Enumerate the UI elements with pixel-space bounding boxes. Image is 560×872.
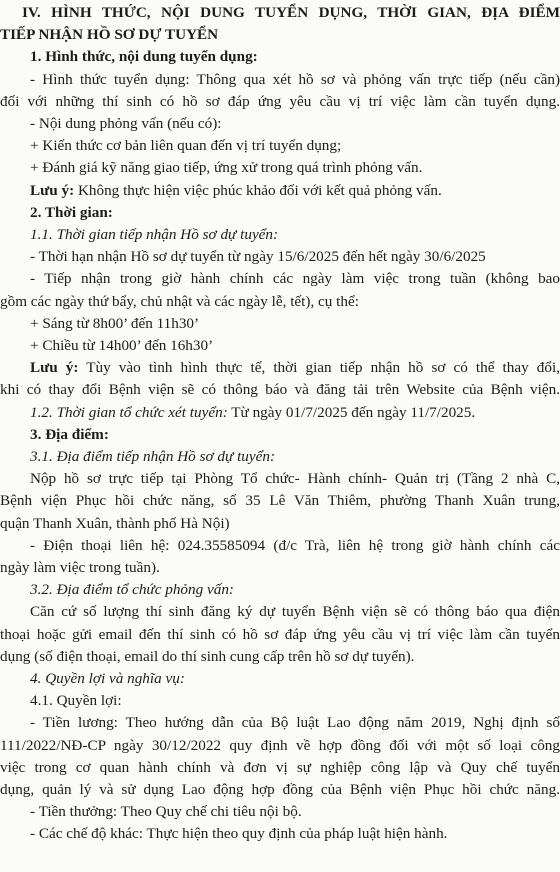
paragraph-line: Nộp hồ sơ trực tiếp tại Phòng Tổ chức- Hành chính- Quản trị (Tầng 2 nhà C, xyxy=(30,470,560,488)
paragraph-line: - Các chế độ khác: Thực hiện theo quy định của pháp luật hiện hành. xyxy=(30,825,448,843)
subheading-location: 3. Địa điểm: xyxy=(30,425,109,443)
paragraph-line: 111/2022/NĐ-CP ngày 30/12/2022 quy định về hợp đồng đối với một số loại công xyxy=(0,736,560,754)
paragraph-line: dụng (số điện thoại, email do thí sinh cung cấp trên hồ sơ dự tuyển). xyxy=(0,647,415,665)
paragraph-line: - Tiền lương: Theo hướng dẫn của Bộ luật Lao động năm 2019, Nghị định số xyxy=(30,714,560,732)
paragraph-line: khi có thay đổi Bệnh viện sẽ có thông báo và đăng tải trên Website của Bệnh viện. xyxy=(0,381,560,399)
note-line xyxy=(0,357,560,379)
paragraph-line: quận Thanh Xuân, thành phố Hà Nội) xyxy=(0,514,230,532)
note-label: Lưu ý: xyxy=(30,181,75,199)
paragraph-line: Căn cứ số lượng thí sinh đăng ký dự tuyển Bệnh viện sẽ có thông báo qua điện xyxy=(30,603,560,621)
subheading-receiving-location: 3.1. Địa điểm tiếp nhận Hồ sơ dự tuyển: xyxy=(30,448,276,465)
note-text: Không thực hiện việc phúc khảo đối với kết quả phỏng vấn. xyxy=(77,181,442,199)
review-time-line xyxy=(0,402,560,424)
paragraph-line: ngày làm việc trong tuần). xyxy=(0,559,160,576)
paragraph-line: - Tiền thưởng: Theo Quy chế chi tiêu nội bộ. xyxy=(30,803,302,821)
note-label: Lưu ý: xyxy=(30,359,79,377)
list-item: + Kiến thức cơ bản liên quan đến vị trí tuyển dụng; xyxy=(30,137,342,155)
subheading-form-content: 1. Hình thức, nội dung tuyển dụng: xyxy=(30,48,258,66)
subheading-review-time: 1.2. Thời gian tổ chức xét tuyển: xyxy=(30,403,228,421)
paragraph-line: - Hình thức tuyển dụng: Thông qua xét hồ sơ và phỏng vấn trực tiếp (nếu cần) xyxy=(30,70,560,88)
list-item: + Chiều từ 14h00’ đến 16h30’ xyxy=(30,337,214,354)
paragraph-line: - Thời hạn nhận Hồ sơ dự tuyển từ ngày 15/6/2025 đến hết ngày 30/6/2025 xyxy=(30,248,486,266)
subheading-time: 2. Thời gian: xyxy=(30,203,113,221)
subheading-rights: 4.1. Quyền lợi: xyxy=(30,692,122,710)
paragraph-line: - Điện thoại liên hệ: 024.35585094 (đ/c Trà, liên hệ trong giờ hành chính các xyxy=(30,536,560,554)
review-time-text: Từ ngày 01/7/2025 đến ngày 11/7/2025. xyxy=(231,403,476,421)
paragraph-line: dụng, quản lý và sử dụng Lao động hợp đồng của Bệnh viện Phục hồi chức năng. xyxy=(0,781,560,798)
paragraph-line: - Tiếp nhận trong giờ hành chính các ngày làm việc trong tuần (không bao xyxy=(30,270,560,288)
paragraph-line: đối với những thí sinh có hồ sơ đáp ứng yêu cầu vị trí việc làm cần tuyển dụng. xyxy=(0,92,560,110)
note-text: Tùy vào tình hình thực tế, thời gian tiếp nhận hồ sơ có thể thay đổi, xyxy=(86,359,560,377)
section-heading-iv-cont: TIẾP NHẬN HỒ SƠ DỰ TUYỂN xyxy=(0,26,219,44)
paragraph-line: việc trong cơ quan hành chính và đơn vị sự nghiệp công lập và Quy chế tuyển xyxy=(0,758,560,776)
note-line xyxy=(0,180,560,202)
paragraph-line: gồm các ngày thứ bẩy, chủ nhật và các ngày lễ, tết), cụ thể: xyxy=(0,292,359,310)
list-item: + Đánh giá kỹ năng giao tiếp, ứng xử trong quá trình phỏng vấn. xyxy=(30,159,423,177)
paragraph-line: thoại hoặc gửi email đến thí sinh có hồ sơ đáp ứng yêu cầu vị trí việc làm cần tuyển xyxy=(0,625,560,643)
section-heading-iv: IV. HÌNH THỨC, NỘI DUNG TUYỂN DỤNG, THỜI GIAN, ĐỊA ĐIỂM xyxy=(22,4,560,21)
list-item: + Sáng từ 8h00’ đến 11h30’ xyxy=(30,314,200,332)
subheading-interview-location: 3.2. Địa điểm tổ chức phỏng vấn: xyxy=(30,581,234,599)
subheading-receiving-time: 1.1. Thời gian tiếp nhận Hồ sơ dự tuyển: xyxy=(30,226,279,243)
paragraph-line: Bệnh viện Phục hồi chức năng, số 35 Lê Văn Thiêm, phường Thanh Xuân trung, xyxy=(0,492,560,510)
paragraph-line: - Nội dung phỏng vấn (nếu có): xyxy=(30,115,222,132)
subheading-rights-duties: 4. Quyền lợi và nghĩa vụ: xyxy=(30,670,185,687)
